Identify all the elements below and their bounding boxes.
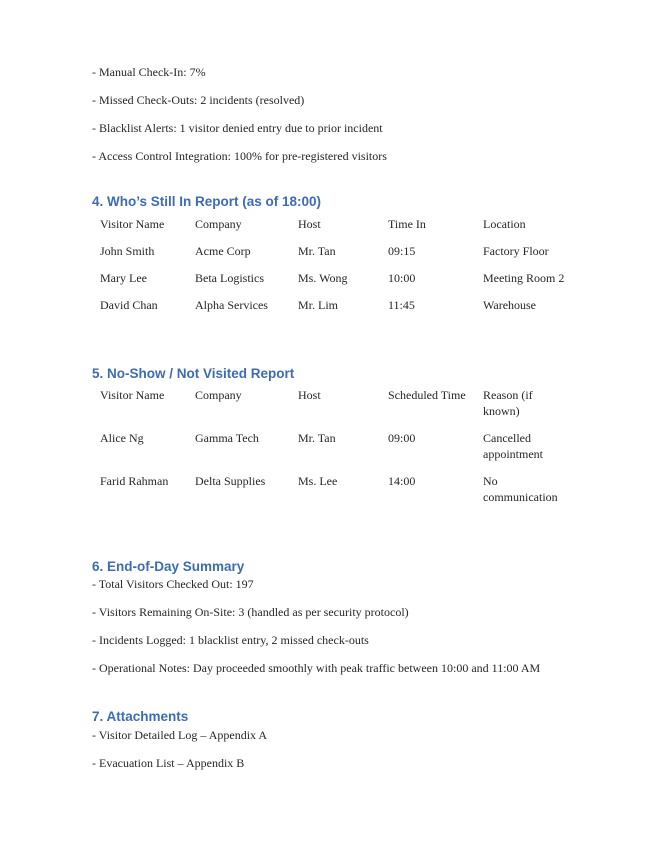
intro-bullet: - Blacklist Alerts: 1 visitor denied entry due to prior incident	[92, 121, 383, 135]
table-cell: Warehouse	[483, 298, 537, 312]
section-heading-attachments: 7. Attachments	[92, 709, 189, 724]
intro-bullet: - Missed Check-Outs: 2 incidents (resolved)	[92, 93, 305, 107]
table-cell: 09:15	[388, 244, 416, 258]
table-row	[100, 473, 663, 516]
section-heading-end-of-day-summary: 6. End-of-Day Summary	[92, 559, 245, 574]
table-row	[100, 270, 663, 297]
table-cell: Mr. Tan	[298, 431, 336, 445]
attachment-bullet: - Visitor Detailed Log – Appendix A	[92, 728, 268, 742]
table-cell: No communication	[483, 474, 558, 504]
table-cell: Acme Corp	[195, 244, 251, 258]
section-heading-whos-still-in: 4. Who’s Still In Report (as of 18:00)	[92, 194, 322, 209]
column-header: Host	[298, 217, 321, 231]
column-header: Company	[195, 388, 242, 402]
summary-bullet: - Visitors Remaining On-Site: 3 (handled as per security protocol)	[92, 605, 409, 619]
table-cell: Alpha Services	[195, 298, 268, 312]
table-header-row	[100, 387, 663, 430]
table-cell: Factory Floor	[483, 244, 549, 258]
attachment-bullet: - Evacuation List – Appendix B	[92, 756, 245, 770]
intro-bullet: - Manual Check-In: 7%	[92, 65, 206, 79]
table-cell: 10:00	[388, 271, 416, 285]
table-cell: 09:00	[388, 431, 416, 445]
table-row	[100, 243, 663, 270]
table-cell: John Smith	[100, 244, 155, 258]
column-header: Visitor Name	[100, 388, 165, 402]
table-cell: Gamma Tech	[195, 431, 259, 445]
table-cell: Mary Lee	[100, 271, 147, 285]
table-cell: Beta Logistics	[195, 271, 264, 285]
table-row	[100, 430, 663, 473]
table-row	[100, 297, 663, 324]
table-cell: David Chan	[100, 298, 158, 312]
table-cell: Delta Supplies	[195, 474, 266, 488]
table-header-row	[100, 216, 663, 243]
table-cell: Mr. Tan	[298, 244, 336, 258]
section-heading-no-show: 5. No-Show / Not Visited Report	[92, 366, 295, 381]
intro-bullet: - Access Control Integration: 100% for pre-registered visitors	[92, 149, 387, 163]
table-cell: Farid Rahman	[100, 474, 169, 488]
table-cell: 11:45	[388, 298, 415, 312]
column-header: Time In	[388, 217, 426, 231]
table-cell: Ms. Lee	[298, 474, 338, 488]
summary-bullet: - Incidents Logged: 1 blacklist entry, 2 missed check-outs	[92, 633, 369, 647]
no-show-table	[100, 387, 663, 516]
table-cell: Ms. Wong	[298, 271, 348, 285]
column-header: Scheduled Time	[388, 388, 466, 402]
column-header: Visitor Name	[100, 217, 165, 231]
column-header: Location	[483, 217, 526, 231]
whos-still-in-table	[100, 216, 663, 324]
table-cell: Meeting Room 2	[483, 271, 565, 285]
column-header: Reason (if known)	[483, 388, 533, 418]
table-cell: Mr. Lim	[298, 298, 339, 312]
table-cell: Cancelled appointment	[483, 431, 543, 461]
summary-bullet: - Operational Notes: Day proceeded smoothly with peak traffic between 10:00 and 11:00 AM	[92, 661, 541, 675]
table-cell: 14:00	[388, 474, 416, 488]
table-cell: Alice Ng	[100, 431, 144, 445]
column-header: Company	[195, 217, 242, 231]
summary-bullet: - Total Visitors Checked Out: 197	[92, 577, 254, 591]
column-header: Host	[298, 388, 321, 402]
